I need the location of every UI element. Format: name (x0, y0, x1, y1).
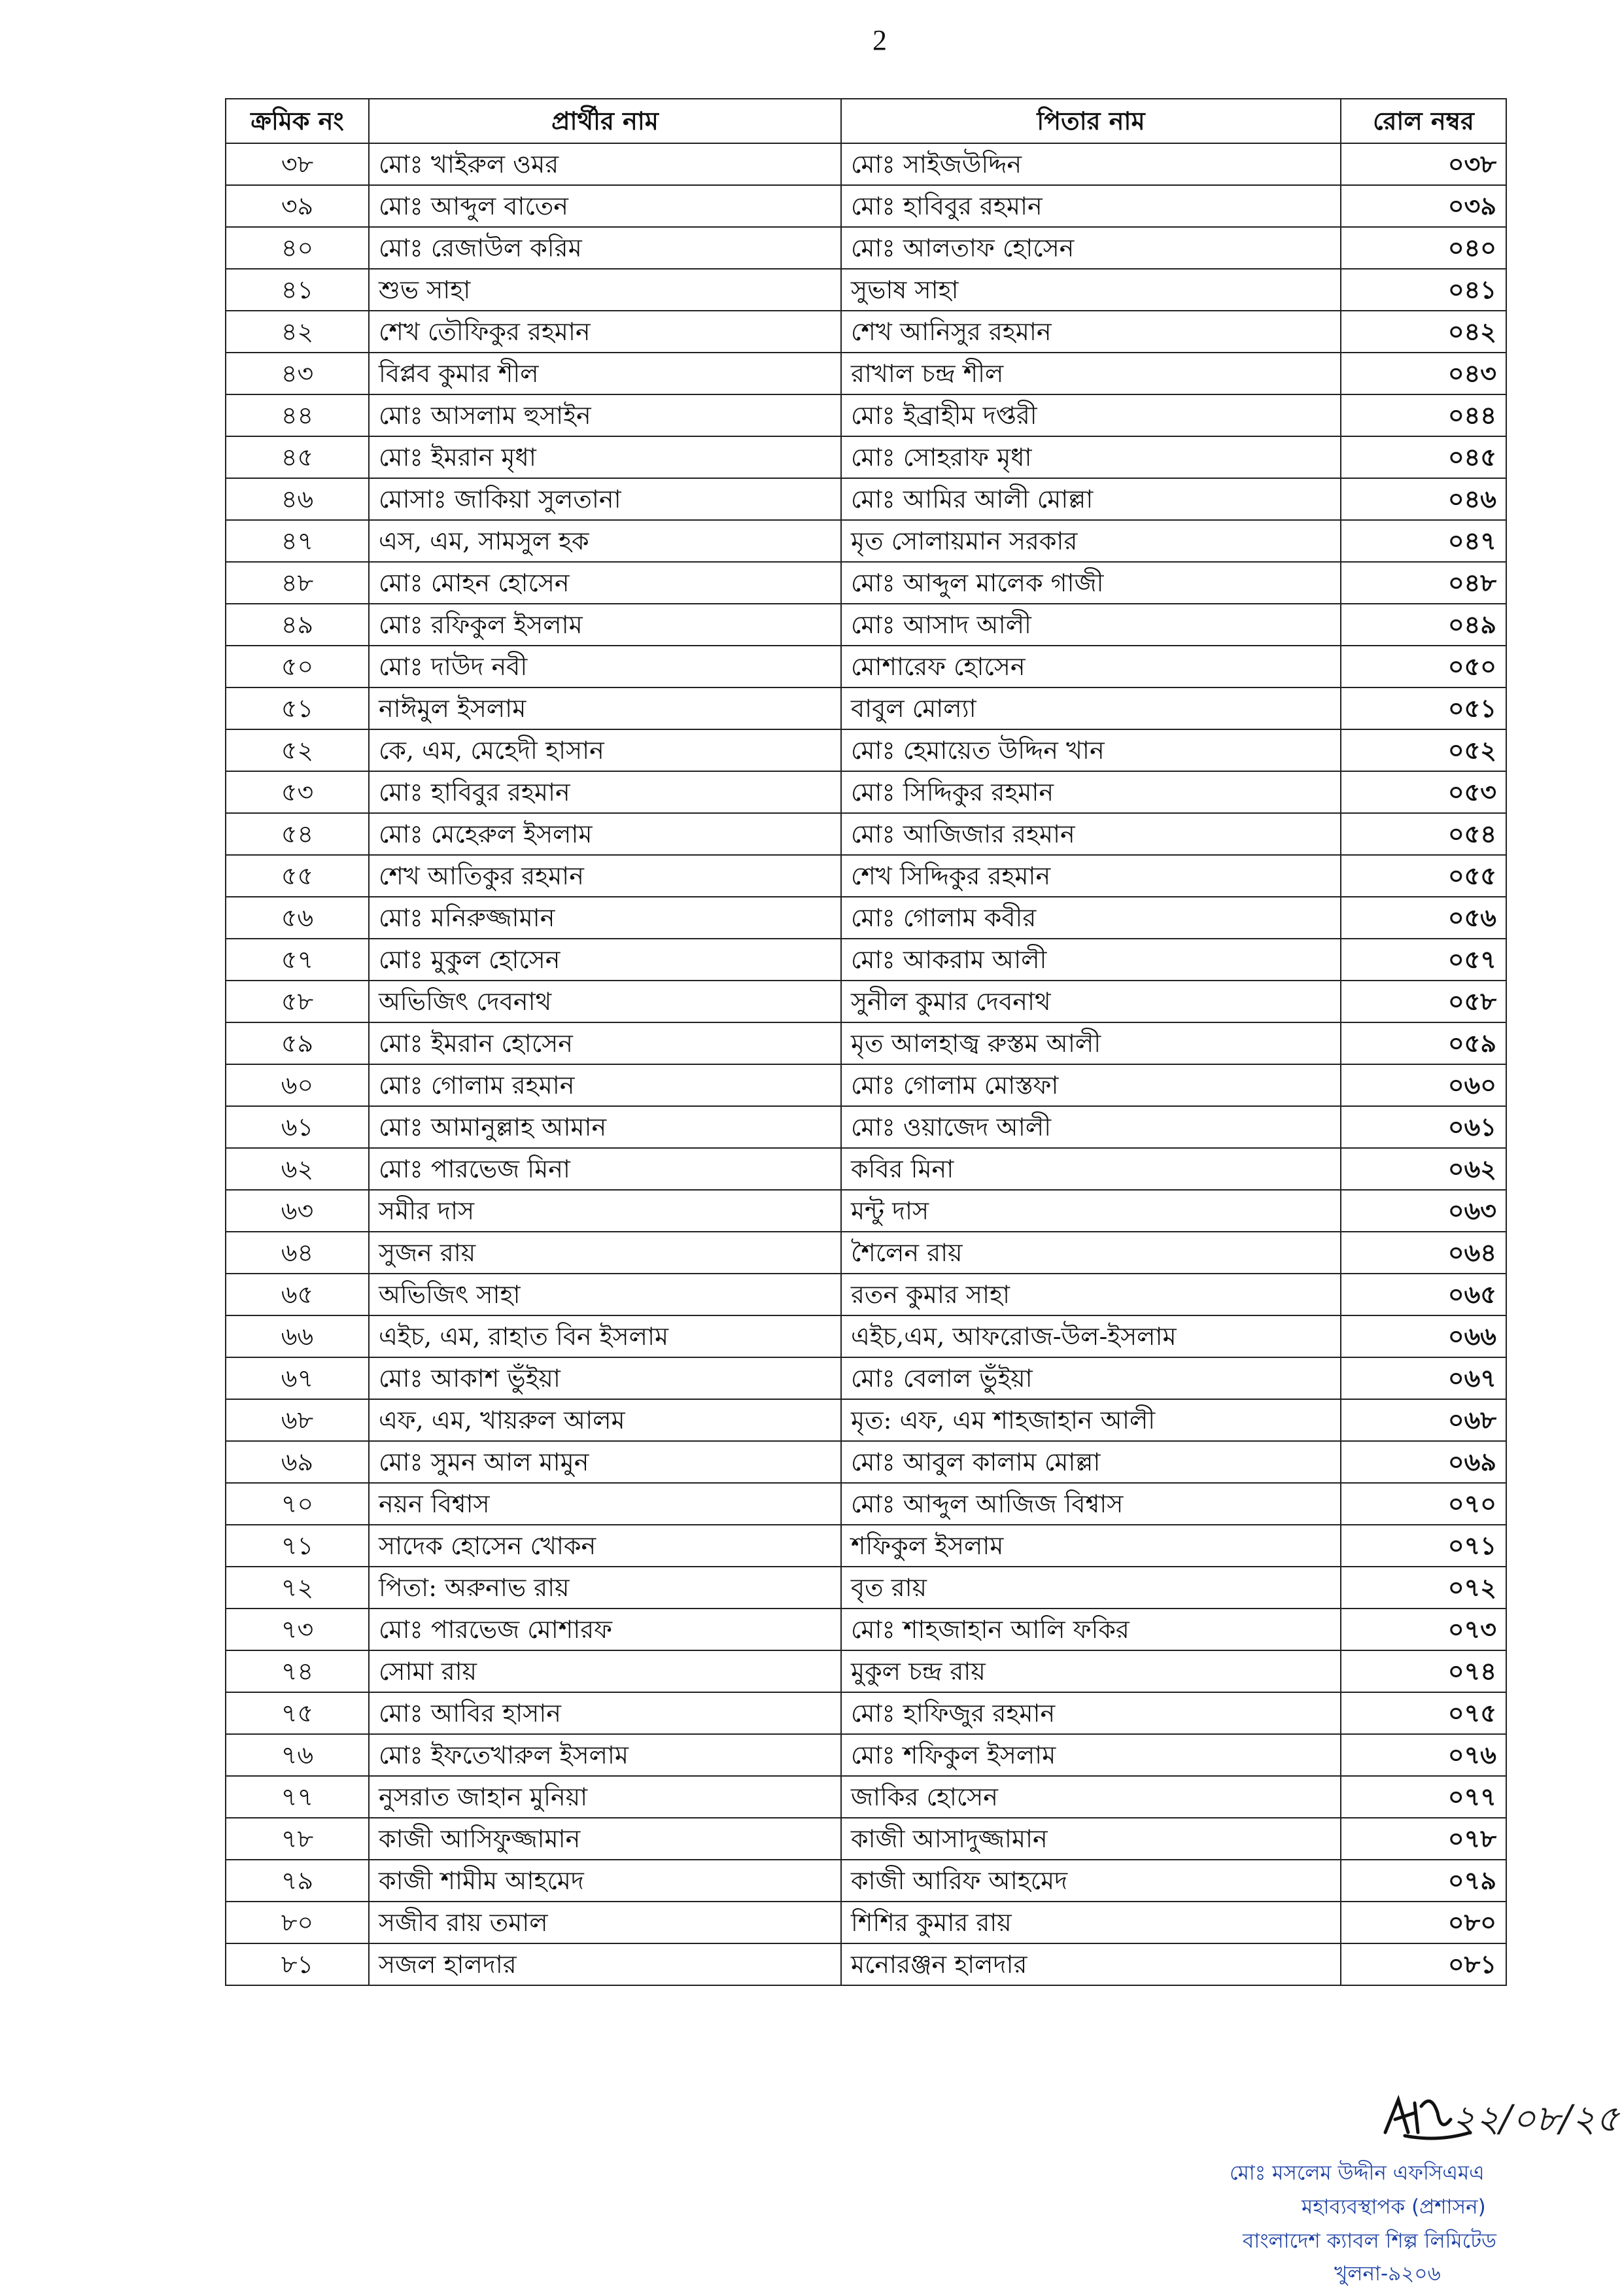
roll-number-cell: ০৬৩ (1341, 1190, 1506, 1232)
roll-number-cell: ০৬৫ (1341, 1274, 1506, 1315)
father-name-cell: মৃত: এফ, এম শাহজাহান আলী (841, 1399, 1341, 1441)
table-row (226, 1860, 1506, 1902)
serial-cell: ৬৪ (226, 1232, 369, 1274)
applicant-name-cell: পিতা: অরুনাভ রায় (369, 1567, 841, 1609)
table-row (226, 1357, 1506, 1399)
applicant-name-cell: সোমা রায় (369, 1650, 841, 1692)
table-row (226, 981, 1506, 1022)
header-applicant-name: প্রার্থীর নাম (369, 99, 841, 143)
father-name-cell: মন্টু দাস (841, 1190, 1341, 1232)
applicant-name-cell: মোঃ ইমরান মৃধা (369, 436, 841, 478)
father-name-cell: মৃত সোলায়মান সরকার (841, 520, 1341, 562)
roll-number-cell: ০৫২ (1341, 729, 1506, 771)
table-row (226, 562, 1506, 604)
father-name-cell: মোশারেফ হোসেন (841, 646, 1341, 687)
roll-number-cell: ০৪৪ (1341, 394, 1506, 436)
serial-cell: ৪৩ (226, 353, 369, 394)
father-name-cell: সুভাষ সাহা (841, 269, 1341, 311)
roll-number-cell: ০৬২ (1341, 1148, 1506, 1190)
roll-number-cell: ০৪১ (1341, 269, 1506, 311)
applicant-name-cell: মোঃ ইফতেখারুল ইসলাম (369, 1734, 841, 1776)
applicant-name-cell: অভিজিৎ দেবনাথ (369, 981, 841, 1022)
father-name-cell: মোঃ হেমায়েত উদ্দিন খান (841, 729, 1341, 771)
table-row (226, 1818, 1506, 1860)
signature-date: ২২/০৮/২৫ (1452, 2098, 1620, 2140)
table-row (226, 687, 1506, 729)
father-name-cell: রাখাল চন্দ্র শীল (841, 353, 1341, 394)
father-name-cell: বাবুল মোল্যা (841, 687, 1341, 729)
table-row (226, 1692, 1506, 1734)
serial-cell: ৪৮ (226, 562, 369, 604)
father-name-cell: মুকুল চন্দ্র রায় (841, 1650, 1341, 1692)
applicant-name-cell: সাদেক হোসেন খোকন (369, 1525, 841, 1567)
father-name-cell: মোঃ আকরাম আলী (841, 939, 1341, 981)
roll-number-cell: ০৪৭ (1341, 520, 1506, 562)
serial-cell: ৭১ (226, 1525, 369, 1567)
table-row (226, 1776, 1506, 1818)
table-row (226, 646, 1506, 687)
father-name-cell: কাজী আসাদুজ্জামান (841, 1818, 1341, 1860)
father-name-cell: বৃত রায় (841, 1567, 1341, 1609)
serial-cell: ৫২ (226, 729, 369, 771)
father-name-cell: মোঃ হাবিবুর রহমান (841, 185, 1341, 227)
applicant-name-cell: মোঃ আবির হাসান (369, 1692, 841, 1734)
roll-number-cell: ০৭৪ (1341, 1650, 1506, 1692)
father-name-cell: মোঃ আব্দুল আজিজ বিশ্বাস (841, 1483, 1341, 1525)
roll-number-cell: ০৭৯ (1341, 1860, 1506, 1902)
table-row (226, 1274, 1506, 1315)
table-row (226, 729, 1506, 771)
applicant-name-cell: মোঃ মেহেরুল ইসলাম (369, 813, 841, 855)
table-row (226, 939, 1506, 981)
applicant-name-cell: মোঃ আব্দুল বাতেন (369, 185, 841, 227)
applicant-name-cell: নাঈমুল ইসলাম (369, 687, 841, 729)
applicant-name-cell: মোঃ মুকুল হোসেন (369, 939, 841, 981)
applicant-name-cell: এফ, এম, খায়রুল আলম (369, 1399, 841, 1441)
table-row (226, 436, 1506, 478)
father-name-cell: মৃত আলহাজ্ব রুস্তম আলী (841, 1022, 1341, 1064)
serial-cell: ৬৯ (226, 1441, 369, 1483)
serial-cell: ৪১ (226, 269, 369, 311)
serial-cell: ৬৮ (226, 1399, 369, 1441)
father-name-cell: মোঃ আব্দুল মালেক গাজী (841, 562, 1341, 604)
father-name-cell: মোঃ সোহরাফ মৃধা (841, 436, 1341, 478)
roll-number-cell: ০৩৯ (1341, 185, 1506, 227)
applicant-name-cell: মোঃ আকাশ ভুঁইয়া (369, 1357, 841, 1399)
applicant-name-cell: নয়ন বিশ্বাস (369, 1483, 841, 1525)
table-row (226, 227, 1506, 269)
roll-number-cell: ০৪৫ (1341, 436, 1506, 478)
table-row (226, 1399, 1506, 1441)
applicant-name-cell: মোঃ আমানুল্লাহ আমান (369, 1106, 841, 1148)
roll-number-cell: ০৫৪ (1341, 813, 1506, 855)
table-row (226, 1609, 1506, 1650)
father-name-cell: জাকির হোসেন (841, 1776, 1341, 1818)
roll-number-cell: ০৪২ (1341, 311, 1506, 353)
applicant-name-cell: মোঃ দাউদ নবী (369, 646, 841, 687)
roll-number-cell: ০৬৭ (1341, 1357, 1506, 1399)
serial-cell: ৭৬ (226, 1734, 369, 1776)
serial-cell: ৫৬ (226, 897, 369, 939)
stamp-location: খুলনা-৯২০৬ (1334, 2262, 1441, 2286)
father-name-cell: মোঃ ইব্রাহীম দপ্তরী (841, 394, 1341, 436)
table-row (226, 185, 1506, 227)
applicant-name-cell: শুভ সাহা (369, 269, 841, 311)
serial-cell: ৫৮ (226, 981, 369, 1022)
roll-number-cell: ০৪৩ (1341, 353, 1506, 394)
roll-number-cell: ০৭১ (1341, 1525, 1506, 1567)
roll-number-cell: ০৮০ (1341, 1902, 1506, 1943)
father-name-cell: মোঃ সিদ্দিকুর রহমান (841, 771, 1341, 813)
table-row (226, 520, 1506, 562)
table-row (226, 1315, 1506, 1357)
father-name-cell: শিশির কুমার রায় (841, 1902, 1341, 1943)
table-row (226, 1567, 1506, 1609)
father-name-cell: মোঃ হাফিজুর রহমান (841, 1692, 1341, 1734)
table-row (226, 771, 1506, 813)
roll-number-cell: ০৫৫ (1341, 855, 1506, 897)
roll-number-cell: ০৫৯ (1341, 1022, 1506, 1064)
serial-cell: ৭৫ (226, 1692, 369, 1734)
table-header-row (226, 99, 1506, 143)
table-row (226, 1232, 1506, 1274)
roll-number-cell: ০৭৩ (1341, 1609, 1506, 1650)
applicant-name-cell: মোঃ রেজাউল করিম (369, 227, 841, 269)
father-name-cell: মোঃ আবুল কালাম মোল্লা (841, 1441, 1341, 1483)
serial-cell: ৬০ (226, 1064, 369, 1106)
roll-number-cell: ০৭৬ (1341, 1734, 1506, 1776)
roll-number-cell: ০৪০ (1341, 227, 1506, 269)
table-row (226, 1441, 1506, 1483)
serial-cell: ৮১ (226, 1943, 369, 1985)
table-row (226, 353, 1506, 394)
serial-cell: ৭৭ (226, 1776, 369, 1818)
stamp-designation: মহাব্যবস্থাপক (প্রশাসন) (1302, 2195, 1486, 2219)
roll-number-cell: ০৫৮ (1341, 981, 1506, 1022)
applicant-name-cell: কাজী আসিফুজ্জামান (369, 1818, 841, 1860)
serial-cell: ৪৭ (226, 520, 369, 562)
serial-cell: ৬১ (226, 1106, 369, 1148)
father-name-cell: কাজী আরিফ আহমেদ (841, 1860, 1341, 1902)
serial-cell: ৮০ (226, 1902, 369, 1943)
serial-cell: ৬৬ (226, 1315, 369, 1357)
applicant-name-cell: সমীর দাস (369, 1190, 841, 1232)
applicant-name-cell: অভিজিৎ সাহা (369, 1274, 841, 1315)
applicant-name-cell: মোঃ খাইরুল ওমর (369, 143, 841, 185)
applicant-name-cell: সুজন রায় (369, 1232, 841, 1274)
father-name-cell: সুনীল কুমার দেবনাথ (841, 981, 1341, 1022)
table-row (226, 311, 1506, 353)
roll-number-cell: ০৫৭ (1341, 939, 1506, 981)
applicant-name-cell: মোঃ পারভেজ মোশারফ (369, 1609, 841, 1650)
applicant-name-cell: মোসাঃ জাকিয়া সুলতানা (369, 478, 841, 520)
roll-number-cell: ০৫০ (1341, 646, 1506, 687)
father-name-cell: মোঃ আলতাফ হোসেন (841, 227, 1341, 269)
applicant-name-cell: মোঃ হাবিবুর রহমান (369, 771, 841, 813)
applicant-name-cell: কাজী শামীম আহমেদ (369, 1860, 841, 1902)
serial-cell: ৬৭ (226, 1357, 369, 1399)
table-row (226, 813, 1506, 855)
applicant-name-cell: সজীব রায় তমাল (369, 1902, 841, 1943)
roll-number-cell: ০৭৫ (1341, 1692, 1506, 1734)
table-row (226, 1022, 1506, 1064)
roll-number-cell: ০৪৯ (1341, 604, 1506, 646)
father-name-cell: মোঃ আমির আলী মোল্লা (841, 478, 1341, 520)
table-row (226, 604, 1506, 646)
applicant-name-cell: মোঃ রফিকুল ইসলাম (369, 604, 841, 646)
applicant-name-cell: নুসরাত জাহান মুনিয়া (369, 1776, 841, 1818)
father-name-cell: মোঃ ওয়াজেদ আলী (841, 1106, 1341, 1148)
table-row (226, 143, 1506, 185)
signature-block (1203, 2087, 1622, 2296)
applicant-name-cell: শেখ আতিকুর রহমান (369, 855, 841, 897)
father-name-cell: শফিকুল ইসলাম (841, 1525, 1341, 1567)
header-roll-number: রোল নম্বর (1341, 99, 1506, 143)
father-name-cell: শেখ আনিসুর রহমান (841, 311, 1341, 353)
serial-cell: ৪৫ (226, 436, 369, 478)
roll-number-cell: ০৫৬ (1341, 897, 1506, 939)
roll-number-cell: ০৪৬ (1341, 478, 1506, 520)
roll-number-cell: ০৮১ (1341, 1943, 1506, 1985)
serial-cell: ৪৪ (226, 394, 369, 436)
applicant-name-cell: মোঃ সুমন আল মামুন (369, 1441, 841, 1483)
serial-cell: ৭২ (226, 1567, 369, 1609)
applicant-name-cell: বিপ্লব কুমার শীল (369, 353, 841, 394)
serial-cell: ৬২ (226, 1148, 369, 1190)
serial-cell: ৭৩ (226, 1609, 369, 1650)
father-name-cell: মনোরঞ্জন হালদার (841, 1943, 1341, 1985)
roll-number-cell: ০৫১ (1341, 687, 1506, 729)
serial-cell: ৪০ (226, 227, 369, 269)
applicant-name-cell: মোঃ আসলাম হুসাইন (369, 394, 841, 436)
serial-cell: ৪৬ (226, 478, 369, 520)
serial-cell: ৫১ (226, 687, 369, 729)
page-number: 2 (872, 24, 887, 56)
table-row (226, 394, 1506, 436)
roll-number-cell: ০৬৪ (1341, 1232, 1506, 1274)
table-body (226, 143, 1506, 1985)
table-row (226, 1943, 1506, 1985)
roll-number-cell: ০৫৩ (1341, 771, 1506, 813)
table-row (226, 1483, 1506, 1525)
header-serial: ক্রমিক নং (226, 99, 369, 143)
table-row (226, 269, 1506, 311)
roll-number-cell: ০৪৮ (1341, 562, 1506, 604)
table-row (226, 478, 1506, 520)
header-father-name: পিতার নাম (841, 99, 1341, 143)
father-name-cell: রতন কুমার সাহা (841, 1274, 1341, 1315)
serial-cell: ৫৫ (226, 855, 369, 897)
table-row (226, 1525, 1506, 1567)
applicant-name-cell: মোঃ ইমরান হোসেন (369, 1022, 841, 1064)
father-name-cell: মোঃ আসাদ আলী (841, 604, 1341, 646)
roll-number-cell: ০৬৯ (1341, 1441, 1506, 1483)
father-name-cell: মোঃ গোলাম কবীর (841, 897, 1341, 939)
roll-number-cell: ০৭২ (1341, 1567, 1506, 1609)
applicant-name-cell: এস, এম, সামসুল হক (369, 520, 841, 562)
father-name-cell: এইচ,এম, আফরোজ-উল-ইসলাম (841, 1315, 1341, 1357)
roll-number-cell: ০৩৮ (1341, 143, 1506, 185)
serial-cell: ৭৯ (226, 1860, 369, 1902)
serial-cell: ৫৩ (226, 771, 369, 813)
father-name-cell: মোঃ গোলাম মোস্তফা (841, 1064, 1341, 1106)
father-name-cell: শেখ সিদ্দিকুর রহমান (841, 855, 1341, 897)
roll-number-cell: ০৬৬ (1341, 1315, 1506, 1357)
father-name-cell: মোঃ শাহজাহান আলি ফকির (841, 1609, 1341, 1650)
roll-number-cell: ০৭০ (1341, 1483, 1506, 1525)
table-row (226, 1190, 1506, 1232)
serial-cell: ৭৮ (226, 1818, 369, 1860)
serial-cell: ৫০ (226, 646, 369, 687)
father-name-cell: মোঃ বেলাল ভুঁইয়া (841, 1357, 1341, 1399)
table-row (226, 1734, 1506, 1776)
serial-cell: ৫৭ (226, 939, 369, 981)
serial-cell: ৫৪ (226, 813, 369, 855)
table-row (226, 855, 1506, 897)
roll-number-cell: ০৬০ (1341, 1064, 1506, 1106)
father-name-cell: শৈলেন রায় (841, 1232, 1341, 1274)
father-name-cell: মোঃ শফিকুল ইসলাম (841, 1734, 1341, 1776)
applicant-name-cell: এইচ, এম, রাহাত বিন ইসলাম (369, 1315, 841, 1357)
applicant-name-cell: মোঃ পারভেজ মিনা (369, 1148, 841, 1190)
serial-cell: ৩৮ (226, 143, 369, 185)
applicant-name-cell: মোঃ গোলাম রহমান (369, 1064, 841, 1106)
serial-cell: ৭০ (226, 1483, 369, 1525)
father-name-cell: মোঃ সাইজউদ্দিন (841, 143, 1341, 185)
table-row (226, 1650, 1506, 1692)
table-row (226, 1064, 1506, 1106)
father-name-cell: মোঃ আজিজার রহমান (841, 813, 1341, 855)
roll-number-cell: ০৭৮ (1341, 1818, 1506, 1860)
serial-cell: ৬৩ (226, 1190, 369, 1232)
applicant-name-cell: সজল হালদার (369, 1943, 841, 1985)
roll-number-cell: ০৬১ (1341, 1106, 1506, 1148)
serial-cell: ৫৯ (226, 1022, 369, 1064)
table-row (226, 1106, 1506, 1148)
table-row (226, 1148, 1506, 1190)
applicant-name-cell: শেখ তৌফিকুর রহমান (369, 311, 841, 353)
serial-cell: ৪২ (226, 311, 369, 353)
applicant-name-cell: মোঃ মনিরুজ্জামান (369, 897, 841, 939)
applicant-name-cell: কে, এম, মেহেদী হাসান (369, 729, 841, 771)
table-row (226, 1902, 1506, 1943)
roll-number-cell: ০৬৮ (1341, 1399, 1506, 1441)
serial-cell: ৬৫ (226, 1274, 369, 1315)
stamp-organization: বাংলাদেশ ক্যাবল শিল্প লিমিটেড (1243, 2229, 1496, 2253)
roll-number-cell: ০৭৭ (1341, 1776, 1506, 1818)
applicant-name-cell: মোঃ মোহন হোসেন (369, 562, 841, 604)
stamp-name: মোঃ মসলেম উদ্দীন এফসিএমএ (1230, 2161, 1485, 2185)
serial-cell: ৭৪ (226, 1650, 369, 1692)
father-name-cell: কবির মিনা (841, 1148, 1341, 1190)
table-row (226, 897, 1506, 939)
candidate-table (225, 98, 1507, 1986)
serial-cell: ৪৯ (226, 604, 369, 646)
serial-cell: ৩৯ (226, 185, 369, 227)
